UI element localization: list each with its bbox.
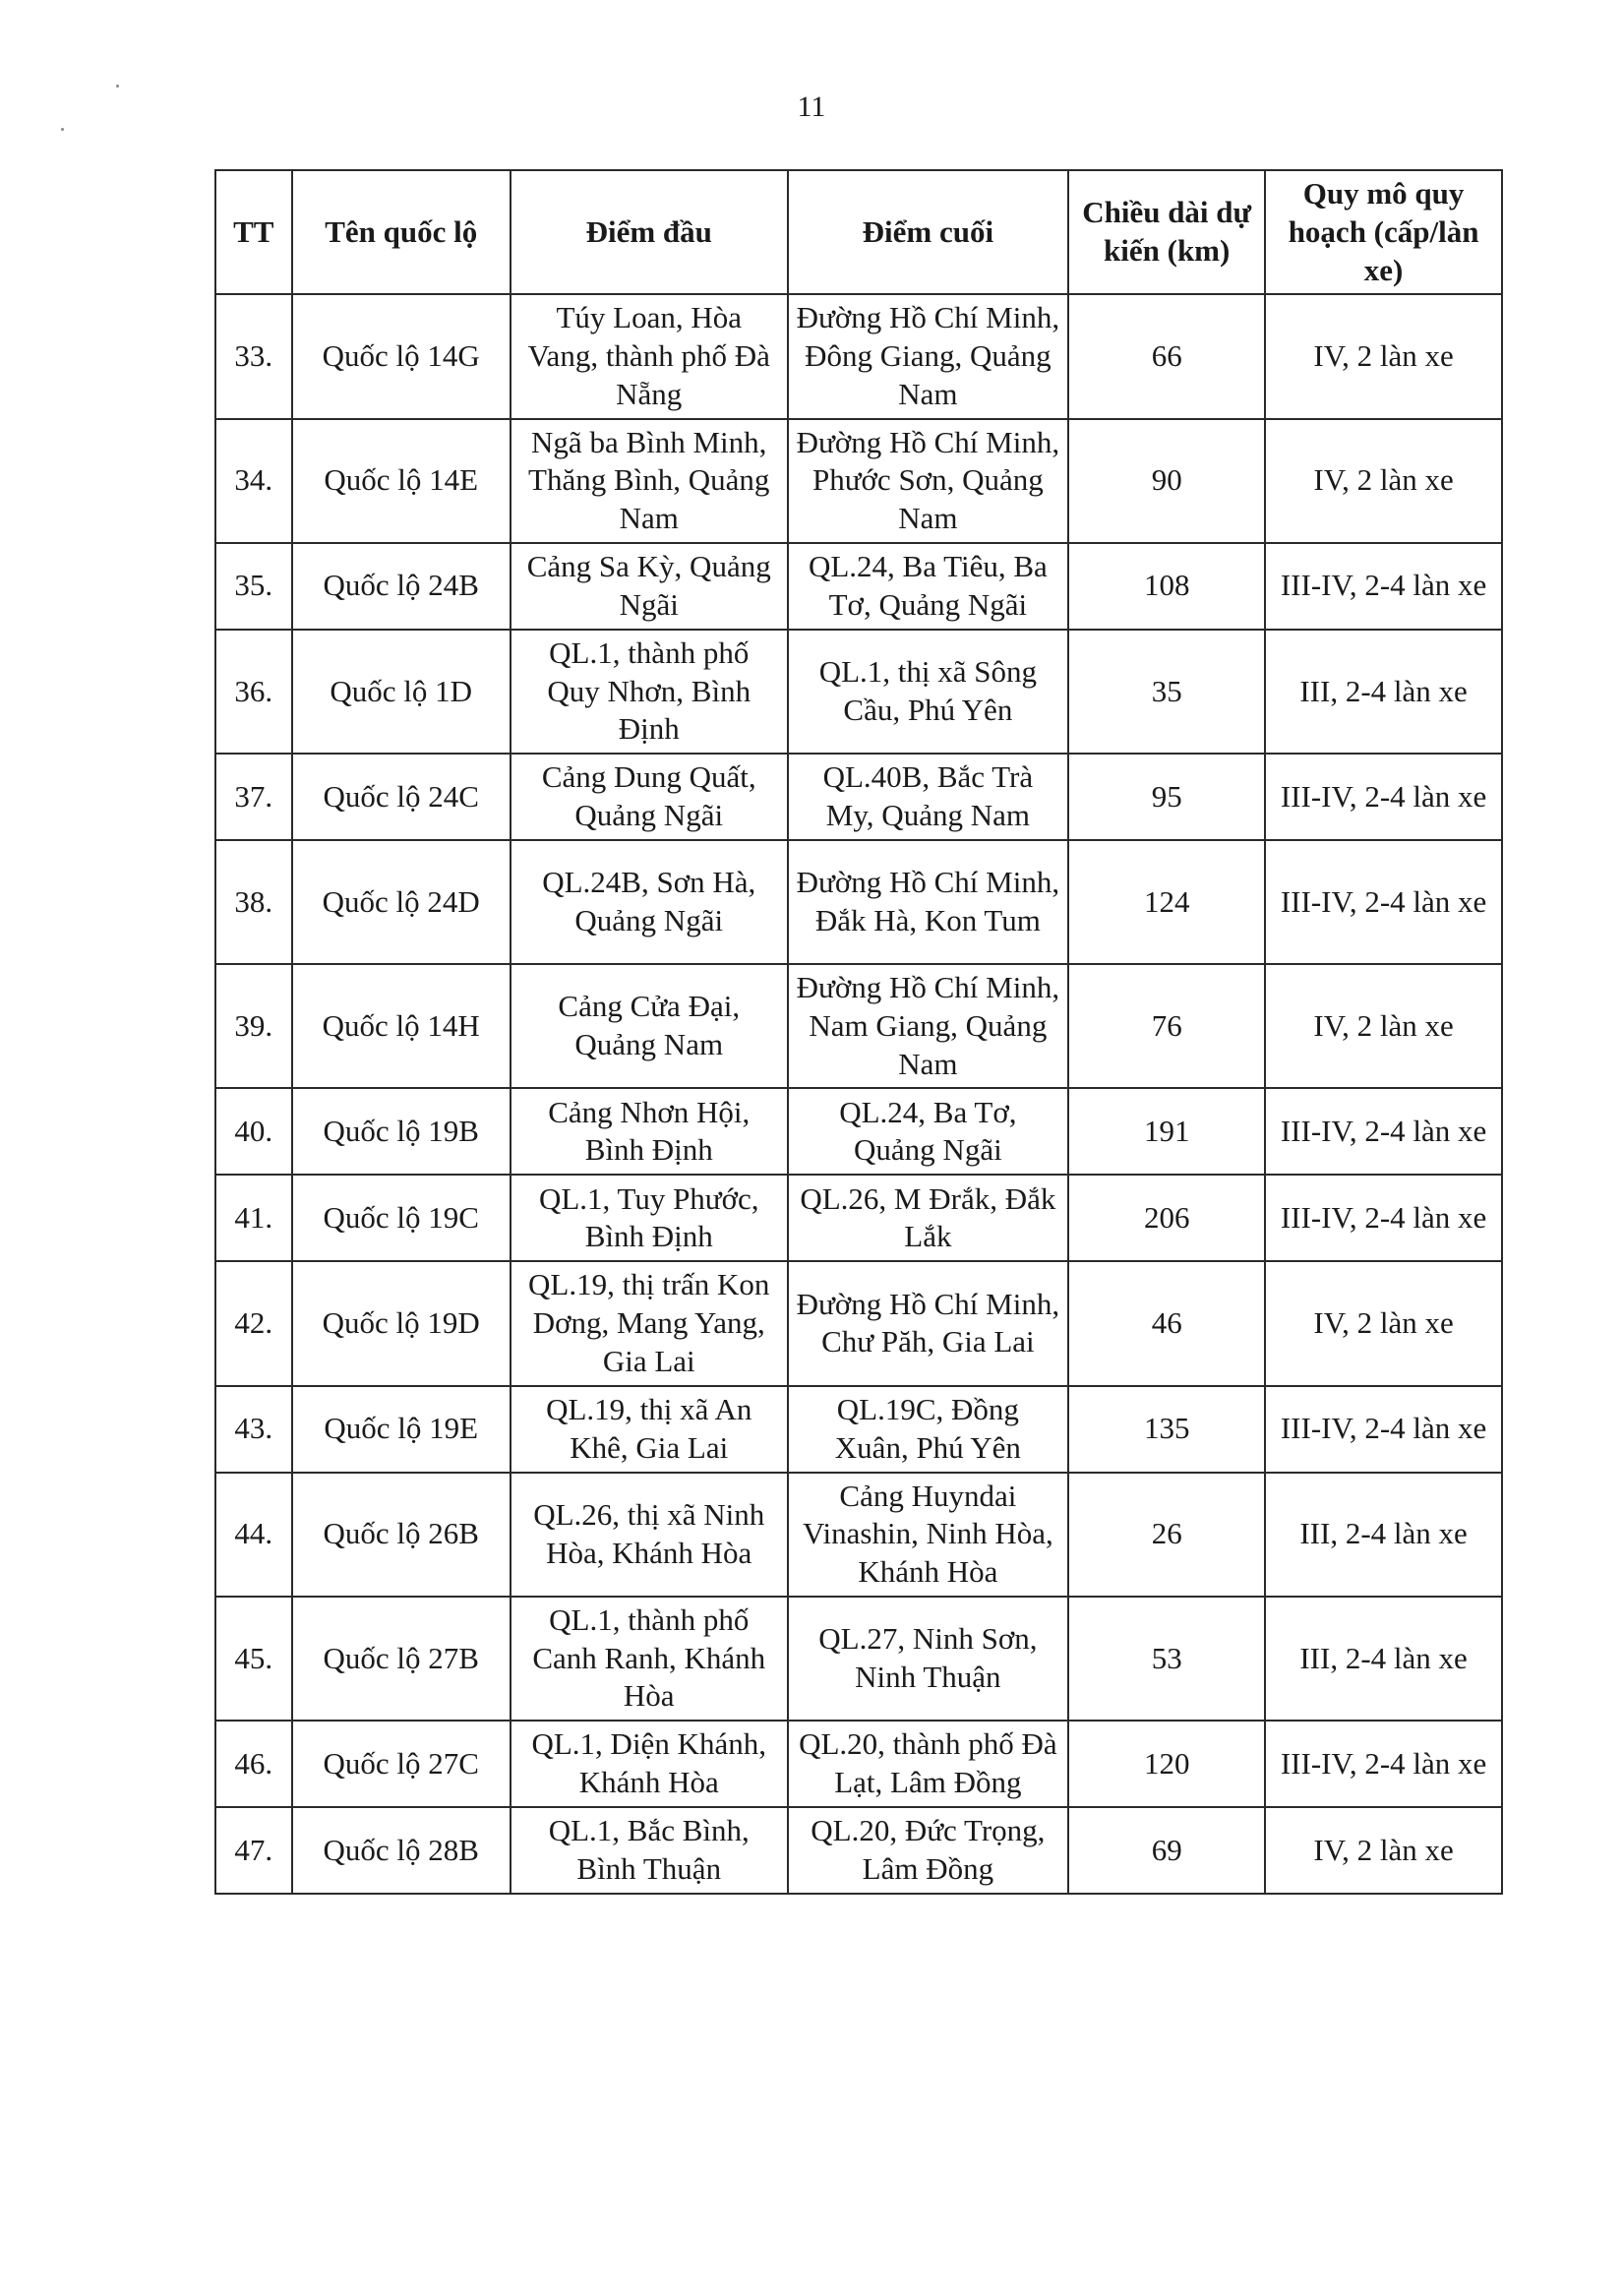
table-row [215, 1721, 1502, 1807]
page-number: 11 [797, 91, 826, 123]
planning-scale-cell: III-IV, 2-4 làn xe [1265, 754, 1502, 840]
road-name-cell: Quốc lộ 24C [292, 754, 511, 840]
row-number-cell: 40. [215, 1088, 292, 1175]
row-number-cell: 42. [215, 1261, 292, 1385]
length-km-cell: 120 [1068, 1721, 1265, 1807]
start-point-cell: QL.1, Tuy Phước, Bình Định [511, 1175, 788, 1261]
table-row [215, 1386, 1502, 1473]
table-row [215, 1473, 1502, 1597]
row-number-cell: 34. [215, 419, 292, 543]
header-scale: Quy mô quy hoạch (cấp/làn xe) [1265, 170, 1502, 294]
table-row [215, 294, 1502, 418]
end-point-cell: Đường Hồ Chí Minh, Đông Giang, Quảng Nam [788, 294, 1069, 418]
start-point-cell: QL.26, thị xã Ninh Hòa, Khánh Hòa [511, 1473, 788, 1597]
table-row [215, 1807, 1502, 1894]
planning-scale-cell: IV, 2 làn xe [1265, 294, 1502, 418]
start-point-cell: QL.19, thị trấn Kon Dơng, Mang Yang, Gia Lai [511, 1261, 788, 1385]
start-point-cell: Cảng Dung Quất, Quảng Ngãi [511, 754, 788, 840]
length-km-cell: 53 [1068, 1597, 1265, 1721]
start-point-cell: Cảng Sa Kỳ, Quảng Ngãi [511, 543, 788, 630]
length-km-cell: 46 [1068, 1261, 1265, 1385]
end-point-cell: Đường Hồ Chí Minh, Nam Giang, Quảng Nam [788, 964, 1069, 1088]
start-point-cell: QL.1, Diện Khánh, Khánh Hòa [511, 1721, 788, 1807]
length-km-cell: 124 [1068, 840, 1265, 964]
table-row [215, 1088, 1502, 1175]
table-row [215, 1175, 1502, 1261]
start-point-cell: Cảng Cửa Đại, Quảng Nam [511, 964, 788, 1088]
row-number-cell: 35. [215, 543, 292, 630]
end-point-cell: QL.24, Ba Tiêu, Ba Tơ, Quảng Ngãi [788, 543, 1069, 630]
length-km-cell: 90 [1068, 419, 1265, 543]
road-name-cell: Quốc lộ 14G [292, 294, 511, 418]
row-number-cell: 47. [215, 1807, 292, 1894]
table-row [215, 543, 1502, 630]
road-name-cell: Quốc lộ 1D [292, 630, 511, 754]
road-name-cell: Quốc lộ 24D [292, 840, 511, 964]
road-name-cell: Quốc lộ 24B [292, 543, 511, 630]
road-name-cell: Quốc lộ 26B [292, 1473, 511, 1597]
scan-speck [61, 128, 64, 131]
planning-scale-cell: III-IV, 2-4 làn xe [1265, 1386, 1502, 1473]
planning-scale-cell: III, 2-4 làn xe [1265, 1473, 1502, 1597]
start-point-cell: QL.1, thành phố Canh Ranh, Khánh Hòa [511, 1597, 788, 1721]
road-name-cell: Quốc lộ 19D [292, 1261, 511, 1385]
table-row [215, 754, 1502, 840]
table-row [215, 1261, 1502, 1385]
start-point-cell: QL.24B, Sơn Hà, Quảng Ngãi [511, 840, 788, 964]
table-row [215, 964, 1502, 1088]
planning-scale-cell: III, 2-4 làn xe [1265, 1597, 1502, 1721]
planning-scale-cell: IV, 2 làn xe [1265, 964, 1502, 1088]
end-point-cell: QL.19C, Đồng Xuân, Phú Yên [788, 1386, 1069, 1473]
row-number-cell: 37. [215, 754, 292, 840]
row-number-cell: 39. [215, 964, 292, 1088]
end-point-cell: QL.20, thành phố Đà Lạt, Lâm Đồng [788, 1721, 1069, 1807]
planning-scale-cell: III-IV, 2-4 làn xe [1265, 840, 1502, 964]
start-point-cell: QL.1, thành phố Quy Nhơn, Bình Định [511, 630, 788, 754]
length-km-cell: 191 [1068, 1088, 1265, 1175]
road-name-cell: Quốc lộ 14E [292, 419, 511, 543]
header-end-point: Điểm cuối [788, 170, 1069, 294]
start-point-cell: QL.1, Bắc Bình, Bình Thuận [511, 1807, 788, 1894]
planning-scale-cell: III, 2-4 làn xe [1265, 630, 1502, 754]
planning-scale-cell: III-IV, 2-4 làn xe [1265, 1088, 1502, 1175]
row-number-cell: 45. [215, 1597, 292, 1721]
table-row [215, 840, 1502, 964]
planning-scale-cell: III-IV, 2-4 làn xe [1265, 1721, 1502, 1807]
end-point-cell: Đường Hồ Chí Minh, Chư Păh, Gia Lai [788, 1261, 1069, 1385]
road-name-cell: Quốc lộ 19C [292, 1175, 511, 1261]
length-km-cell: 35 [1068, 630, 1265, 754]
road-name-cell: Quốc lộ 19B [292, 1088, 511, 1175]
length-km-cell: 108 [1068, 543, 1265, 630]
length-km-cell: 135 [1068, 1386, 1265, 1473]
planning-scale-cell: IV, 2 làn xe [1265, 1261, 1502, 1385]
road-name-cell: Quốc lộ 14H [292, 964, 511, 1088]
end-point-cell: QL.27, Ninh Sơn, Ninh Thuận [788, 1597, 1069, 1721]
row-number-cell: 36. [215, 630, 292, 754]
row-number-cell: 46. [215, 1721, 292, 1807]
row-number-cell: 33. [215, 294, 292, 418]
row-number-cell: 44. [215, 1473, 292, 1597]
planning-scale-cell: IV, 2 làn xe [1265, 419, 1502, 543]
road-name-cell: Quốc lộ 28B [292, 1807, 511, 1894]
row-number-cell: 41. [215, 1175, 292, 1261]
length-km-cell: 26 [1068, 1473, 1265, 1597]
end-point-cell: QL.20, Đức Trọng, Lâm Đồng [788, 1807, 1069, 1894]
start-point-cell: Túy Loan, Hòa Vang, thành phố Đà Nẵng [511, 294, 788, 418]
end-point-cell: QL.26, M Đrắk, Đắk Lắk [788, 1175, 1069, 1261]
start-point-cell: QL.19, thị xã An Khê, Gia Lai [511, 1386, 788, 1473]
planning-scale-cell: IV, 2 làn xe [1265, 1807, 1502, 1894]
national-roads-table [214, 169, 1503, 1895]
planning-scale-cell: III-IV, 2-4 làn xe [1265, 1175, 1502, 1261]
length-km-cell: 76 [1068, 964, 1265, 1088]
table-header-row [215, 170, 1502, 294]
header-tt: TT [215, 170, 292, 294]
header-length: Chiều dài dự kiến (km) [1068, 170, 1265, 294]
end-point-cell: QL.24, Ba Tơ, Quảng Ngãi [788, 1088, 1069, 1175]
header-road-name: Tên quốc lộ [292, 170, 511, 294]
length-km-cell: 206 [1068, 1175, 1265, 1261]
road-name-cell: Quốc lộ 27C [292, 1721, 511, 1807]
end-point-cell: QL.1, thị xã Sông Cầu, Phú Yên [788, 630, 1069, 754]
planning-scale-cell: III-IV, 2-4 làn xe [1265, 543, 1502, 630]
road-name-cell: Quốc lộ 19E [292, 1386, 511, 1473]
header-start-point: Điểm đầu [511, 170, 788, 294]
table-row [215, 630, 1502, 754]
end-point-cell: Đường Hồ Chí Minh, Đắk Hà, Kon Tum [788, 840, 1069, 964]
start-point-cell: Cảng Nhơn Hội, Bình Định [511, 1088, 788, 1175]
scan-speck [116, 85, 119, 88]
start-point-cell: Ngã ba Bình Minh, Thăng Bình, Quảng Nam [511, 419, 788, 543]
length-km-cell: 66 [1068, 294, 1265, 418]
road-name-cell: Quốc lộ 27B [292, 1597, 511, 1721]
end-point-cell: Đường Hồ Chí Minh, Phước Sơn, Quảng Nam [788, 419, 1069, 543]
length-km-cell: 95 [1068, 754, 1265, 840]
table-row [215, 1597, 1502, 1721]
row-number-cell: 38. [215, 840, 292, 964]
end-point-cell: QL.40B, Bắc Trà My, Quảng Nam [788, 754, 1069, 840]
end-point-cell: Cảng Huyndai Vinashin, Ninh Hòa, Khánh Hòa [788, 1473, 1069, 1597]
length-km-cell: 69 [1068, 1807, 1265, 1894]
row-number-cell: 43. [215, 1386, 292, 1473]
table-row [215, 419, 1502, 543]
